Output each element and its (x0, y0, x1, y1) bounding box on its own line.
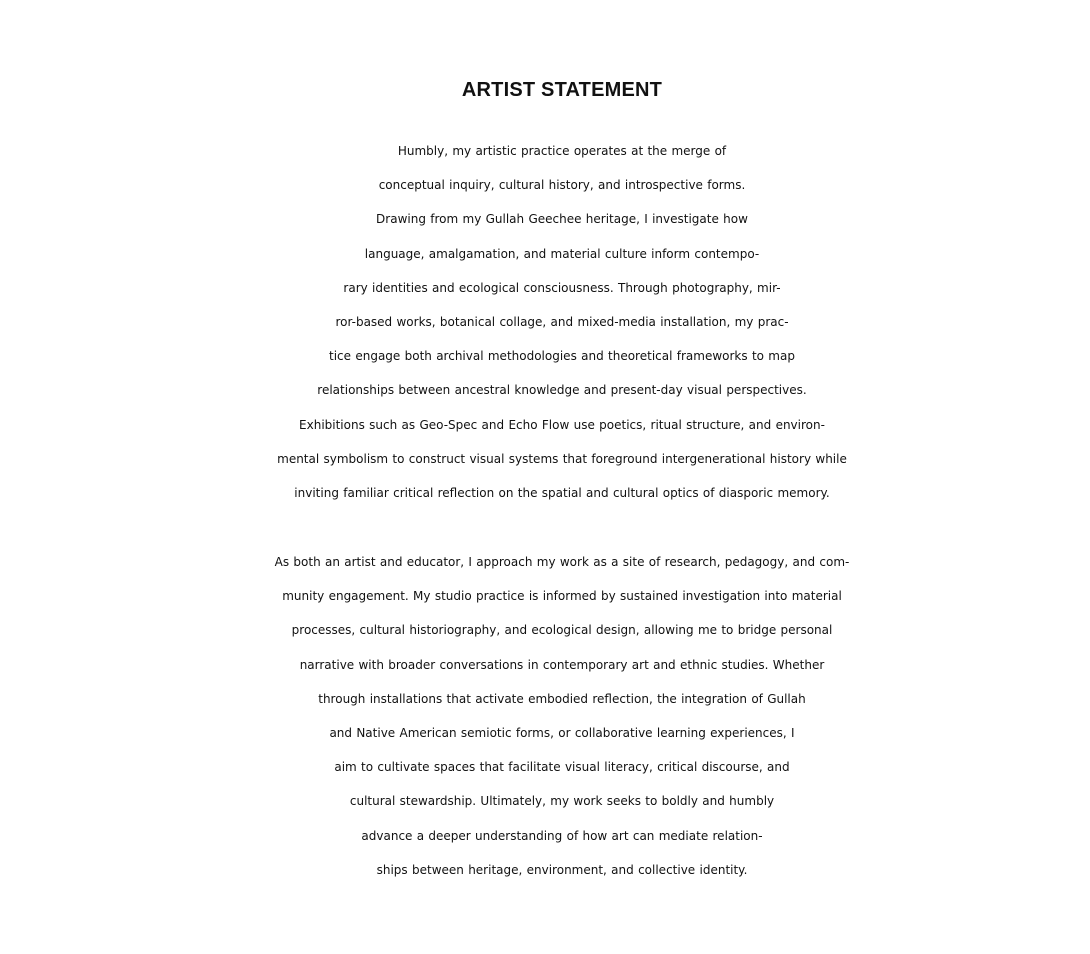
text-line: Humbly, my artistic practice operates at the merge of (397, 144, 727, 158)
text-line: rary identities and ecological consciousness. Through photography, mir- (343, 280, 781, 295)
text-line: cultural stewardship. Ultimately, my work seeks to boldly and humbly (349, 794, 775, 809)
text-line: conceptual inquiry, cultural history, and introspective forms. (378, 178, 746, 193)
text-line: tice engage both archival methodologies and theoretical frameworks to map (329, 349, 795, 364)
text-line: inviting familiar critical reflection on the spatial and cultural optics of diasporic memory. (294, 485, 830, 500)
text-line: mental symbolism to construct visual systems that foreground intergenerational history while (277, 451, 847, 466)
text-line: As both an artist and educator, I approach my work as a site of research, pedagogy, and com- (274, 555, 850, 569)
text-line: Drawing from my Gullah Geechee heritage, I investigate how (376, 212, 748, 227)
text-line: relationships between ancestral knowledge and present-day visual perspectives. (317, 383, 807, 398)
text-line: aim to cultivate spaces that facilitate visual literacy, critical discourse, and (334, 760, 790, 775)
text-line: language, amalgamation, and material culture inform contempo- (364, 246, 760, 261)
text-line: Exhibitions such as Geo-Spec and Echo Flow use poetics, ritual structure, and environ- (299, 417, 825, 432)
text-line: processes, cultural historiography, and ecological design, allowing me to bridge personal (291, 623, 833, 638)
text-line: ror-based works, botanical collage, and mixed-media installation, my prac- (335, 314, 789, 329)
text-line: through installations that activate embodied reflection, the integration of Gullah (318, 691, 806, 706)
text-line: narrative with broader conversations in contemporary art and ethnic studies. Whether (299, 657, 825, 672)
statement-paragraph-2 (0, 545, 1090, 887)
text-line: ships between heritage, environment, and collective identity. (376, 862, 748, 877)
page-title: ARTIST STATEMENT (461, 79, 663, 101)
text-line: and Native American semiotic forms, or collaborative learning experiences, I (329, 725, 795, 740)
text-line: advance a deeper understanding of how art can mediate relation- (361, 828, 763, 843)
text-line: munity engagement. My studio practice is informed by sustained investigation into material (282, 589, 842, 604)
statement-paragraph-1 (0, 134, 1090, 510)
